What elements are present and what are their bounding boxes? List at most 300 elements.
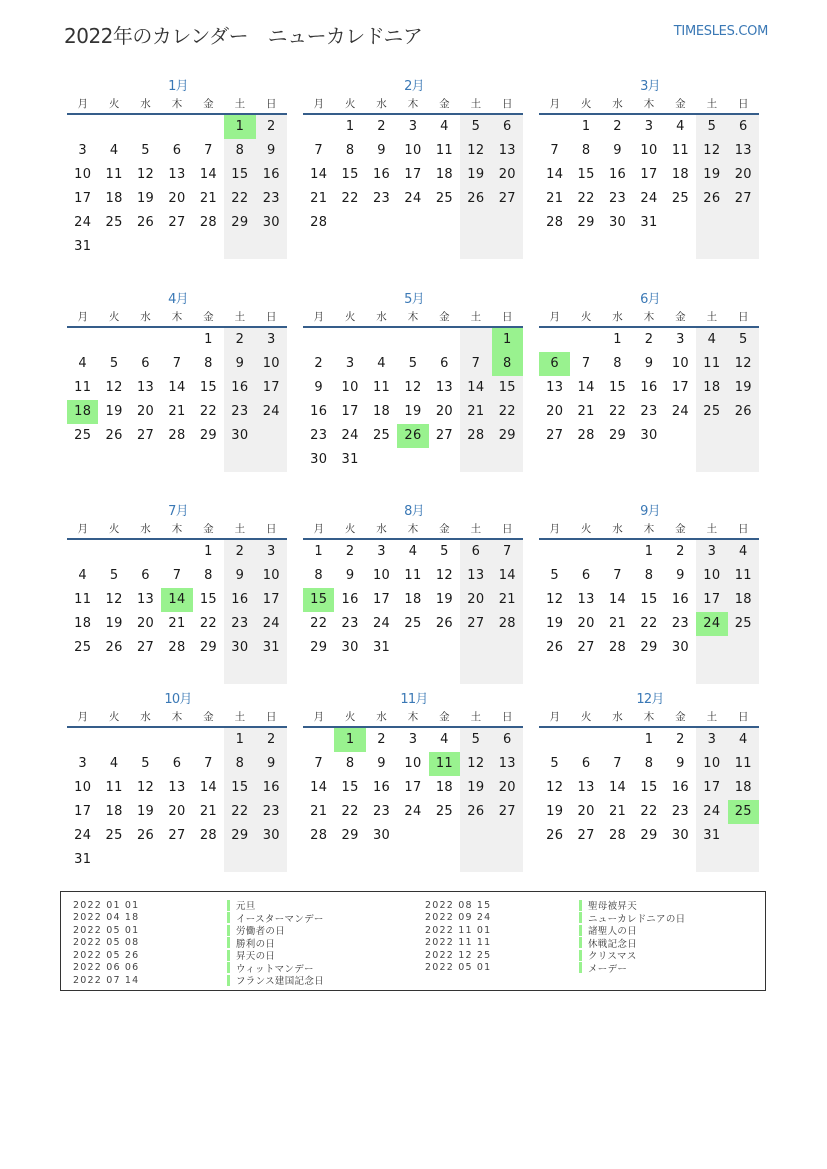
day-cell[interactable]: 31 <box>74 852 92 867</box>
day-cell[interactable]: 28 <box>310 215 328 230</box>
day-cell[interactable]: 12 <box>467 756 485 771</box>
day-cell[interactable]: 23 <box>372 191 391 206</box>
day-cell[interactable]: 9 <box>644 356 654 371</box>
day-cell[interactable]: 20 <box>546 404 564 419</box>
day-cell[interactable]: 4 <box>377 356 386 371</box>
day-cell[interactable]: 14 <box>608 592 627 607</box>
day-cell[interactable]: 2 <box>377 732 386 747</box>
day-cell[interactable]: 7 <box>613 568 622 583</box>
day-cell[interactable]: 25 <box>435 191 453 206</box>
day-cell[interactable]: 27 <box>467 616 485 631</box>
day-cell[interactable]: 11 <box>74 380 92 395</box>
day-cell[interactable]: 14 <box>467 380 485 395</box>
day-cell[interactable]: 22 <box>577 191 595 206</box>
day-cell[interactable]: 7 <box>172 568 182 583</box>
day-cell[interactable]: 23 <box>262 804 280 819</box>
day-cell[interactable]: 4 <box>109 143 119 158</box>
day-cell[interactable]: 8 <box>204 568 213 583</box>
day-cell[interactable]: 5 <box>141 756 150 771</box>
day-cell[interactable]: 22 <box>498 404 516 419</box>
day-cell[interactable]: 28 <box>310 828 328 843</box>
day-cell[interactable]: 8 <box>644 568 654 583</box>
day-cell[interactable]: 22 <box>640 616 658 631</box>
day-cell[interactable]: 19 <box>546 616 564 631</box>
day-cell[interactable]: 29 <box>608 428 627 443</box>
day-cell[interactable]: 10 <box>74 167 92 182</box>
day-cell[interactable]: 27 <box>734 191 752 206</box>
day-cell[interactable]: 18 <box>74 616 92 631</box>
day-cell[interactable]: 26 <box>105 640 123 655</box>
day-cell[interactable]: 18 <box>435 167 453 182</box>
day-cell[interactable]: 17 <box>341 404 359 419</box>
day-cell[interactable]: 26 <box>467 804 485 819</box>
day-cell[interactable]: 11 <box>105 167 123 182</box>
day-cell[interactable]: 3 <box>345 356 355 371</box>
day-cell[interactable]: 18 <box>703 380 721 395</box>
day-cell[interactable]: 28 <box>199 828 217 843</box>
day-cell[interactable]: 8 <box>644 756 654 771</box>
day-cell[interactable]: 19 <box>136 191 155 206</box>
day-cell[interactable]: 22 <box>608 404 627 419</box>
day-cell[interactable]: 9 <box>267 143 276 158</box>
day-cell[interactable]: 5 <box>471 732 481 747</box>
day-cell[interactable]: 17 <box>404 780 422 795</box>
day-cell[interactable]: 21 <box>608 804 627 819</box>
day-cell[interactable]: 3 <box>78 756 87 771</box>
day-cell[interactable]: 3 <box>267 332 276 347</box>
day-cell[interactable]: 12 <box>136 780 155 795</box>
day-cell[interactable]: 12 <box>404 380 422 395</box>
day-cell[interactable]: 7 <box>550 143 559 158</box>
day-cell[interactable]: 13 <box>734 143 752 158</box>
day-cell[interactable]: 17 <box>703 780 721 795</box>
day-cell[interactable]: 24 <box>671 404 689 419</box>
day-cell[interactable]: 8 <box>235 756 245 771</box>
day-cell[interactable]: 11 <box>372 380 391 395</box>
day-cell[interactable]: 12 <box>546 592 564 607</box>
day-cell[interactable]: 17 <box>74 191 92 206</box>
day-cell[interactable]: 30 <box>231 428 249 443</box>
day-cell[interactable]: 25 <box>671 191 689 206</box>
day-cell[interactable]: 17 <box>671 380 689 395</box>
day-cell[interactable]: 11 <box>435 143 453 158</box>
day-cell[interactable]: 11 <box>105 780 123 795</box>
holiday-day-cell[interactable]: 1 <box>492 328 523 352</box>
day-cell[interactable]: 14 <box>199 780 217 795</box>
day-cell[interactable]: 15 <box>341 780 359 795</box>
day-cell[interactable]: 20 <box>498 780 516 795</box>
day-cell[interactable]: 16 <box>372 780 391 795</box>
day-cell[interactable]: 17 <box>74 804 92 819</box>
day-cell[interactable]: 27 <box>498 191 516 206</box>
day-cell[interactable]: 14 <box>608 780 627 795</box>
day-cell[interactable]: 29 <box>577 215 595 230</box>
day-cell[interactable]: 23 <box>671 616 689 631</box>
day-cell[interactable]: 22 <box>640 804 658 819</box>
day-cell[interactable]: 5 <box>550 756 559 771</box>
day-cell[interactable]: 11 <box>734 756 752 771</box>
day-cell[interactable]: 7 <box>172 356 182 371</box>
day-cell[interactable]: 12 <box>136 167 155 182</box>
day-cell[interactable]: 23 <box>341 616 359 631</box>
day-cell[interactable]: 16 <box>640 380 658 395</box>
day-cell[interactable]: 23 <box>640 404 658 419</box>
day-cell[interactable]: 6 <box>581 568 591 583</box>
day-cell[interactable]: 31 <box>640 215 658 230</box>
day-cell[interactable]: 13 <box>168 167 186 182</box>
day-cell[interactable]: 21 <box>467 404 485 419</box>
day-cell[interactable]: 30 <box>608 215 627 230</box>
day-cell[interactable]: 4 <box>440 732 449 747</box>
day-cell[interactable]: 19 <box>703 167 721 182</box>
day-cell[interactable]: 30 <box>372 828 391 843</box>
holiday-day-cell[interactable]: 26 <box>397 424 428 448</box>
day-cell[interactable]: 23 <box>310 428 328 443</box>
day-cell[interactable]: 7 <box>581 356 591 371</box>
day-cell[interactable]: 3 <box>408 732 418 747</box>
day-cell[interactable]: 9 <box>377 143 386 158</box>
day-cell[interactable]: 3 <box>408 119 418 134</box>
day-cell[interactable]: 13 <box>498 756 516 771</box>
day-cell[interactable]: 2 <box>235 332 245 347</box>
day-cell[interactable]: 9 <box>613 143 622 158</box>
day-cell[interactable]: 12 <box>105 592 123 607</box>
day-cell[interactable]: 16 <box>310 404 328 419</box>
day-cell[interactable]: 10 <box>671 356 689 371</box>
day-cell[interactable]: 2 <box>267 732 276 747</box>
day-cell[interactable]: 25 <box>435 804 453 819</box>
day-cell[interactable]: 27 <box>546 428 564 443</box>
day-cell[interactable]: 24 <box>341 428 359 443</box>
day-cell[interactable]: 13 <box>435 380 453 395</box>
day-cell[interactable]: 22 <box>199 616 217 631</box>
day-cell[interactable]: 22 <box>310 616 328 631</box>
day-cell[interactable]: 7 <box>204 756 213 771</box>
day-cell[interactable]: 3 <box>267 544 276 559</box>
brand-logo-text[interactable]: TIMESLES.COM <box>673 24 768 39</box>
day-cell[interactable]: 30 <box>671 640 689 655</box>
day-cell[interactable]: 15 <box>640 592 658 607</box>
day-cell[interactable]: 30 <box>231 640 249 655</box>
day-cell[interactable]: 26 <box>105 428 123 443</box>
day-cell[interactable]: 5 <box>471 119 481 134</box>
day-cell[interactable]: 31 <box>74 239 92 254</box>
day-cell[interactable]: 7 <box>314 756 323 771</box>
day-cell[interactable]: 11 <box>404 568 422 583</box>
day-cell[interactable]: 9 <box>676 568 685 583</box>
day-cell[interactable]: 24 <box>74 215 92 230</box>
holiday-day-cell[interactable]: 14 <box>161 588 192 612</box>
day-cell[interactable]: 19 <box>136 804 155 819</box>
day-cell[interactable]: 20 <box>498 167 516 182</box>
day-cell[interactable]: 9 <box>235 356 245 371</box>
day-cell[interactable]: 22 <box>231 804 249 819</box>
day-cell[interactable]: 29 <box>341 828 359 843</box>
day-cell[interactable]: 12 <box>467 143 485 158</box>
day-cell[interactable]: 24 <box>703 804 721 819</box>
day-cell[interactable]: 3 <box>707 732 717 747</box>
day-cell[interactable]: 15 <box>199 380 217 395</box>
day-cell[interactable]: 18 <box>435 780 453 795</box>
day-cell[interactable]: 21 <box>199 804 217 819</box>
day-cell[interactable]: 28 <box>467 428 485 443</box>
day-cell[interactable]: 6 <box>471 544 481 559</box>
day-cell[interactable]: 6 <box>503 119 512 134</box>
day-cell[interactable]: 11 <box>734 568 752 583</box>
day-cell[interactable]: 4 <box>676 119 685 134</box>
day-cell[interactable]: 16 <box>231 380 249 395</box>
day-cell[interactable]: 5 <box>109 568 119 583</box>
holiday-day-cell[interactable]: 8 <box>492 352 523 376</box>
day-cell[interactable]: 21 <box>498 592 516 607</box>
day-cell[interactable]: 23 <box>671 804 689 819</box>
day-cell[interactable]: 23 <box>372 804 391 819</box>
day-cell[interactable]: 10 <box>262 356 280 371</box>
day-cell[interactable]: 7 <box>471 356 481 371</box>
day-cell[interactable]: 17 <box>262 592 280 607</box>
day-cell[interactable]: 13 <box>168 780 186 795</box>
day-cell[interactable]: 7 <box>204 143 213 158</box>
day-cell[interactable]: 14 <box>199 167 217 182</box>
day-cell[interactable]: 12 <box>734 356 752 371</box>
day-cell[interactable]: 1 <box>345 119 355 134</box>
day-cell[interactable]: 20 <box>168 804 186 819</box>
day-cell[interactable]: 19 <box>546 804 564 819</box>
day-cell[interactable]: 10 <box>341 380 359 395</box>
day-cell[interactable]: 22 <box>341 804 359 819</box>
day-cell[interactable]: 24 <box>404 804 422 819</box>
day-cell[interactable]: 19 <box>734 380 752 395</box>
day-cell[interactable]: 21 <box>608 616 627 631</box>
day-cell[interactable]: 16 <box>372 167 391 182</box>
day-cell[interactable]: 1 <box>235 732 245 747</box>
day-cell[interactable]: 8 <box>581 143 591 158</box>
day-cell[interactable]: 20 <box>467 592 485 607</box>
day-cell[interactable]: 20 <box>577 616 595 631</box>
day-cell[interactable]: 25 <box>74 640 92 655</box>
day-cell[interactable]: 5 <box>109 356 119 371</box>
day-cell[interactable]: 2 <box>267 119 276 134</box>
day-cell[interactable]: 5 <box>141 143 150 158</box>
day-cell[interactable]: 25 <box>734 616 752 631</box>
day-cell[interactable]: 25 <box>703 404 721 419</box>
day-cell[interactable]: 5 <box>440 544 449 559</box>
day-cell[interactable]: 17 <box>372 592 391 607</box>
day-cell[interactable]: 10 <box>703 756 721 771</box>
day-cell[interactable]: 19 <box>467 167 485 182</box>
day-cell[interactable]: 10 <box>404 143 422 158</box>
day-cell[interactable]: 2 <box>345 544 355 559</box>
day-cell[interactable]: 29 <box>199 640 217 655</box>
day-cell[interactable]: 28 <box>577 428 595 443</box>
day-cell[interactable]: 16 <box>608 167 627 182</box>
day-cell[interactable]: 17 <box>404 167 422 182</box>
day-cell[interactable]: 31 <box>372 640 391 655</box>
day-cell[interactable]: 2 <box>377 119 386 134</box>
day-cell[interactable]: 26 <box>467 191 485 206</box>
day-cell[interactable]: 13 <box>577 592 595 607</box>
day-cell[interactable]: 28 <box>608 828 627 843</box>
day-cell[interactable]: 30 <box>262 215 280 230</box>
day-cell[interactable]: 29 <box>640 640 658 655</box>
day-cell[interactable]: 14 <box>310 167 328 182</box>
day-cell[interactable]: 4 <box>408 544 418 559</box>
day-cell[interactable]: 17 <box>703 592 721 607</box>
day-cell[interactable]: 9 <box>676 756 685 771</box>
day-cell[interactable]: 16 <box>262 167 280 182</box>
day-cell[interactable]: 1 <box>581 119 591 134</box>
day-cell[interactable]: 15 <box>608 380 627 395</box>
day-cell[interactable]: 26 <box>734 404 752 419</box>
day-cell[interactable]: 29 <box>640 828 658 843</box>
day-cell[interactable]: 3 <box>676 332 685 347</box>
day-cell[interactable]: 11 <box>703 356 721 371</box>
day-cell[interactable]: 10 <box>640 143 658 158</box>
day-cell[interactable]: 30 <box>310 452 328 467</box>
holiday-day-cell[interactable]: 25 <box>728 800 759 824</box>
day-cell[interactable]: 4 <box>78 568 87 583</box>
day-cell[interactable]: 24 <box>262 404 280 419</box>
day-cell[interactable]: 20 <box>577 804 595 819</box>
day-cell[interactable]: 27 <box>498 804 516 819</box>
day-cell[interactable]: 3 <box>644 119 654 134</box>
day-cell[interactable]: 29 <box>498 428 516 443</box>
day-cell[interactable]: 13 <box>498 143 516 158</box>
day-cell[interactable]: 1 <box>613 332 622 347</box>
day-cell[interactable]: 6 <box>739 119 748 134</box>
day-cell[interactable]: 15 <box>231 167 249 182</box>
day-cell[interactable]: 13 <box>136 592 155 607</box>
day-cell[interactable]: 4 <box>109 756 119 771</box>
day-cell[interactable]: 18 <box>404 592 422 607</box>
day-cell[interactable]: 28 <box>168 640 186 655</box>
day-cell[interactable]: 27 <box>136 640 155 655</box>
day-cell[interactable]: 15 <box>199 592 217 607</box>
day-cell[interactable]: 25 <box>372 428 391 443</box>
day-cell[interactable]: 1 <box>204 544 213 559</box>
day-cell[interactable]: 20 <box>435 404 453 419</box>
day-cell[interactable]: 28 <box>546 215 564 230</box>
day-cell[interactable]: 16 <box>671 780 689 795</box>
day-cell[interactable]: 1 <box>204 332 213 347</box>
day-cell[interactable]: 2 <box>676 732 685 747</box>
day-cell[interactable]: 8 <box>345 756 355 771</box>
day-cell[interactable]: 18 <box>734 592 752 607</box>
day-cell[interactable]: 17 <box>262 380 280 395</box>
day-cell[interactable]: 4 <box>739 732 748 747</box>
day-cell[interactable]: 19 <box>435 592 453 607</box>
day-cell[interactable]: 6 <box>581 756 591 771</box>
day-cell[interactable]: 9 <box>267 756 276 771</box>
day-cell[interactable]: 10 <box>404 756 422 771</box>
day-cell[interactable]: 8 <box>314 568 323 583</box>
day-cell[interactable]: 21 <box>310 804 328 819</box>
day-cell[interactable]: 25 <box>105 828 123 843</box>
day-cell[interactable]: 26 <box>546 640 564 655</box>
day-cell[interactable]: 3 <box>377 544 386 559</box>
day-cell[interactable]: 28 <box>498 616 516 631</box>
day-cell[interactable]: 27 <box>168 215 186 230</box>
day-cell[interactable]: 5 <box>739 332 748 347</box>
day-cell[interactable]: 21 <box>577 404 595 419</box>
day-cell[interactable]: 25 <box>74 428 92 443</box>
day-cell[interactable]: 21 <box>168 616 186 631</box>
holiday-day-cell[interactable]: 15 <box>303 588 334 612</box>
day-cell[interactable]: 1 <box>644 544 654 559</box>
day-cell[interactable]: 13 <box>467 568 485 583</box>
day-cell[interactable]: 30 <box>341 640 359 655</box>
day-cell[interactable]: 22 <box>231 191 249 206</box>
holiday-day-cell[interactable]: 1 <box>334 728 365 752</box>
day-cell[interactable]: 18 <box>671 167 689 182</box>
day-cell[interactable]: 20 <box>136 616 155 631</box>
day-cell[interactable]: 2 <box>676 544 685 559</box>
day-cell[interactable]: 21 <box>310 191 328 206</box>
day-cell[interactable]: 7 <box>503 544 512 559</box>
day-cell[interactable]: 13 <box>577 780 595 795</box>
day-cell[interactable]: 18 <box>734 780 752 795</box>
day-cell[interactable]: 2 <box>644 332 654 347</box>
day-cell[interactable]: 9 <box>345 568 355 583</box>
day-cell[interactable]: 31 <box>262 640 280 655</box>
day-cell[interactable]: 27 <box>577 640 595 655</box>
day-cell[interactable]: 28 <box>199 215 217 230</box>
holiday-day-cell[interactable]: 6 <box>539 352 570 376</box>
day-cell[interactable]: 15 <box>231 780 249 795</box>
day-cell[interactable]: 3 <box>707 544 717 559</box>
day-cell[interactable]: 23 <box>262 191 280 206</box>
holiday-day-cell[interactable]: 11 <box>429 752 460 776</box>
day-cell[interactable]: 6 <box>172 756 182 771</box>
day-cell[interactable]: 8 <box>204 356 213 371</box>
day-cell[interactable]: 15 <box>577 167 595 182</box>
holiday-day-cell[interactable]: 1 <box>224 115 255 139</box>
day-cell[interactable]: 31 <box>703 828 721 843</box>
day-cell[interactable]: 8 <box>345 143 355 158</box>
day-cell[interactable]: 20 <box>734 167 752 182</box>
day-cell[interactable]: 26 <box>435 616 453 631</box>
day-cell[interactable]: 26 <box>136 215 155 230</box>
day-cell[interactable]: 22 <box>341 191 359 206</box>
day-cell[interactable]: 24 <box>640 191 658 206</box>
day-cell[interactable]: 28 <box>608 640 627 655</box>
day-cell[interactable]: 21 <box>168 404 186 419</box>
day-cell[interactable]: 30 <box>262 828 280 843</box>
day-cell[interactable]: 11 <box>671 143 689 158</box>
day-cell[interactable]: 10 <box>703 568 721 583</box>
day-cell[interactable]: 16 <box>341 592 359 607</box>
day-cell[interactable]: 26 <box>546 828 564 843</box>
day-cell[interactable]: 14 <box>498 568 516 583</box>
day-cell[interactable]: 27 <box>435 428 453 443</box>
day-cell[interactable]: 8 <box>235 143 245 158</box>
day-cell[interactable]: 5 <box>408 356 418 371</box>
day-cell[interactable]: 29 <box>231 215 249 230</box>
day-cell[interactable]: 16 <box>262 780 280 795</box>
day-cell[interactable]: 9 <box>235 568 245 583</box>
day-cell[interactable]: 21 <box>199 191 217 206</box>
day-cell[interactable]: 19 <box>105 404 123 419</box>
day-cell[interactable]: 15 <box>498 380 516 395</box>
day-cell[interactable]: 14 <box>310 780 328 795</box>
day-cell[interactable]: 5 <box>550 568 559 583</box>
day-cell[interactable]: 12 <box>435 568 453 583</box>
day-cell[interactable]: 31 <box>341 452 359 467</box>
day-cell[interactable]: 6 <box>141 568 150 583</box>
day-cell[interactable]: 27 <box>168 828 186 843</box>
day-cell[interactable]: 25 <box>105 215 123 230</box>
day-cell[interactable]: 27 <box>136 428 155 443</box>
